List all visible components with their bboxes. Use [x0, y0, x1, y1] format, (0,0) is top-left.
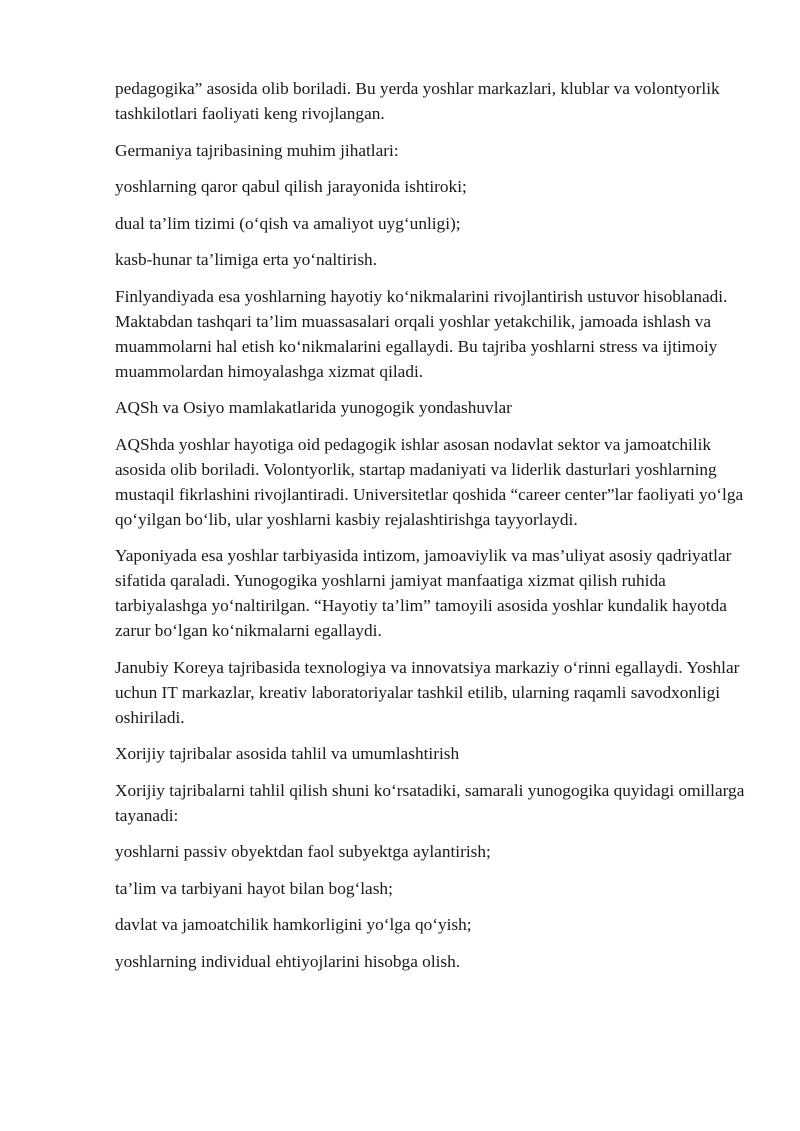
list-item: ta’lim va tarbiyani hayot bilan bog‘lash;: [115, 878, 393, 898]
paragraph-finland: Finlyandiyada esa yoshlarning hayotiy ko‘nikmalarini rivojlantirish ustuvor hisoblanadi. Maktabdan tashqari ta’lim muassasalari orqali yoshlar yetakchilik, jamoada ishlash va muammolarni hal etish ko‘nikmalarini egallaydi. Bu tajriba yoshlarni stress va ijtimoiy muammolardan himoyalashga xizmat qiladi.: [115, 286, 728, 381]
list-item: yoshlarni passiv obyektdan faol subyektga aylantirish;: [115, 842, 491, 861]
list-item: yoshlarning individual ehtiyojlarini hisobga olish.: [115, 951, 461, 971]
section-heading-analysis: Xorijiy tajribalar asosida tahlil va umumlashtirish: [115, 744, 460, 763]
document-page: [115, 76, 745, 985]
list-item: kasb-hunar ta’limiga erta yo‘naltirish.: [115, 250, 378, 269]
paragraph-japan: Yaponiyada esa yoshlar tarbiyasida intizom, jamoaviylik va mas’uliyat asosiy qadriyatlar sifatida qaraladi. Yunogogika yoshlarni jamiyat manfaatiga xizmat qilish ruhida tarbiyalashga yo‘naltirilgan. “Hayotiy ta’lim” tamoyili asosida yoshlar kundalik hayotda zarur bo‘lgan ko‘nikmalarni egallaydi.: [115, 546, 732, 640]
section-heading-usa-asia: AQSh va Osiyo mamlakatlarida yunogogik yondashuvlar: [115, 398, 512, 417]
list-item: dual ta’lim tizimi (o‘qish va amaliyot uyg‘unligi);: [115, 213, 461, 233]
paragraph-continuation: pedagogika” asosida olib boriladi. Bu yerda yoshlar markazlari, klublar va volontyorlik tashkilotlari faoliyati keng rivojlangan.: [115, 79, 720, 123]
paragraph-usa: AQShda yoshlar hayotiga oid pedagogik ishlar asosan nodavlat sektor va jamoatchilik asosida olib boriladi. Volontyorlik, startap madaniyati va liderlik dasturlari yoshlarning mustaqil fikrlashini rivojlantiradi. Universitetlar qoshida “career center”lar faoliyati yo‘lga qo‘yilgan bo‘lib, ular yoshlarni kasbiy rejalashtirishga tayyorlaydi.: [115, 434, 744, 529]
list-item: yoshlarning qaror qabul qilish jarayonida ishtiroki;: [115, 177, 467, 196]
list-item: davlat va jamoatchilik hamkorligini yo‘lga qo‘yish;: [115, 915, 472, 934]
paragraph-germany-heading: Germaniya tajribasining muhim jihatlari:: [115, 140, 399, 160]
paragraph-analysis: Xorijiy tajribalarni tahlil qilish shuni ko‘rsatadiki, samarali yunogogika quyidagi omillarga tayanadi:: [115, 780, 745, 825]
paragraph-korea: Janubiy Koreya tajribasida texnologiya va innovatsiya markaziy o‘rinni egallaydi. Yoshlar uchun IT markazlar, kreativ laboratoriyalar tashkil etilib, ularning raqamli savodxonligi oshiriladi.: [115, 657, 740, 727]
